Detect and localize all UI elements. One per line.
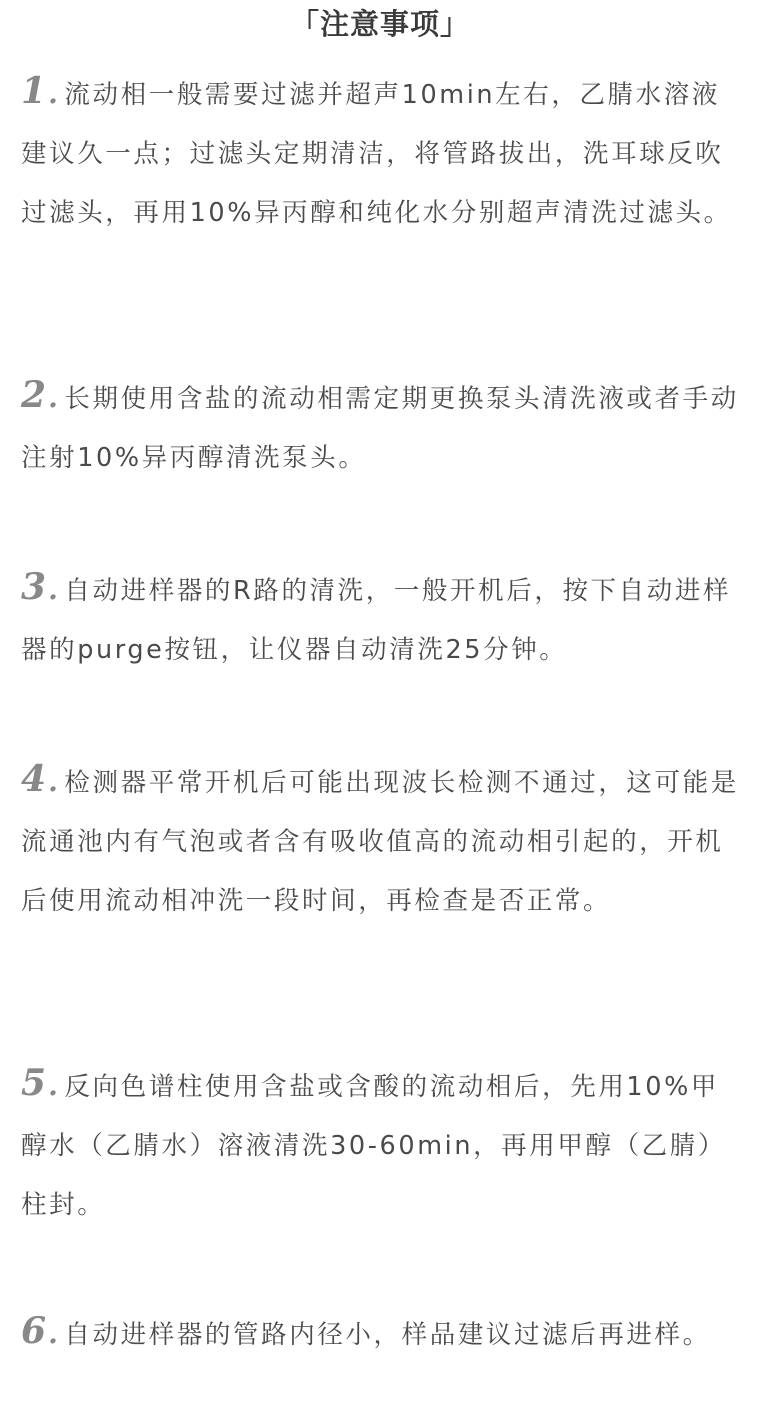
note-text: 流动相一般需要过滤并超声10min左右，乙腈水溶液建议久一点；过滤头定期清洁，将管路拔出，洗耳球反吹过滤头，再用10%异丙醇和纯化水分别超声清洗过滤头。: [21, 80, 732, 228]
note-number: 5: [21, 1062, 47, 1104]
note-number-dot: .: [48, 573, 61, 606]
note-item-3: [21, 558, 739, 680]
note-item-5: [21, 1054, 739, 1235]
note-text: 自动进样器的管路内径小，样品建议过滤后再进样。: [64, 1320, 711, 1350]
note-item-1: [21, 62, 739, 243]
note-number: 6: [21, 1310, 47, 1352]
note-text: 自动进样器的R路的清洗，一般开机后，按下自动进样器的purge按钮，让仪器自动清洗25分钟。: [21, 576, 732, 665]
page-title: 「注意事项」: [289, 7, 470, 41]
note-number: 1: [21, 70, 47, 112]
note-text: 长期使用含盐的流动相需定期更换泵头清洗液或者手动注射10%异丙醇清洗泵头。: [21, 384, 739, 473]
note-item-2: [21, 366, 739, 488]
note-number: 3: [21, 566, 47, 608]
note-item-4: [21, 750, 739, 931]
note-number-dot: .: [48, 765, 61, 798]
note-text: 检测器平常开机后可能出现波长检测不通过，这可能是流通池内有气泡或者含有吸收值高的流动相引起的，开机后使用流动相冲洗一段时间，再检查是否正常。: [21, 768, 739, 916]
note-number-dot: .: [48, 1069, 61, 1102]
note-number: 2: [21, 374, 47, 416]
note-number-dot: .: [48, 381, 61, 414]
note-number-dot: .: [48, 77, 61, 110]
note-item-6: [21, 1302, 739, 1365]
note-text: 反向色谱柱使用含盐或含酸的流动相后，先用10%甲醇水（乙腈水）溶液清洗30-60min，再用甲醇（乙腈）柱封。: [21, 1072, 726, 1220]
note-number-dot: .: [48, 1317, 61, 1350]
note-number: 4: [21, 758, 47, 800]
